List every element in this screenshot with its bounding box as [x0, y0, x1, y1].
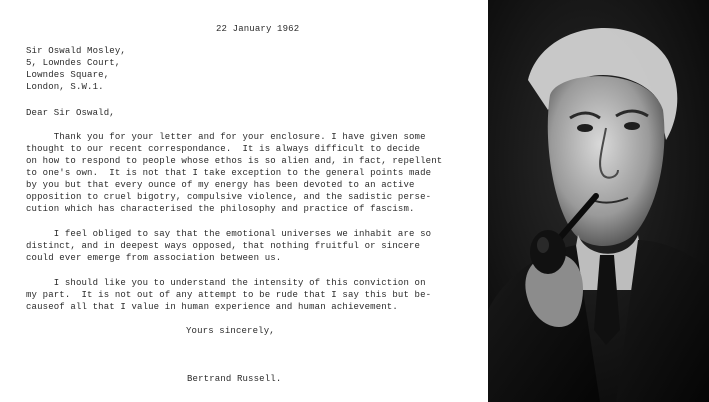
letter-date: 22 January 1962 — [216, 24, 300, 34]
closing: Yours sincerely, — [186, 326, 275, 336]
address-line: London, S.W.1. — [26, 82, 104, 92]
paragraph-line: my part. It is not out of any attempt to be rude that I say this but be- — [26, 290, 432, 300]
portrait-photo — [488, 0, 709, 402]
paragraph-line: could ever emerge from association between us. — [26, 253, 282, 263]
paragraph-line: causeof all that I value in human experience and human achievement. — [26, 302, 398, 312]
paragraph-line: cution which has characterised the philosophy and practice of fascism. — [26, 204, 415, 214]
paragraph-line: Thank you for your letter and for your enclosure. I have given some — [26, 132, 426, 142]
paragraph-line: to one's own. It is not that I take exception to the general points made — [26, 168, 432, 178]
address-line: Sir Oswald Mosley, — [26, 46, 126, 56]
paragraph-line: on how to respond to people whose ethos is so alien and, in fact, repellent — [26, 156, 443, 166]
address-line: 5, Lowndes Court, — [26, 58, 121, 68]
portrait-illustration — [488, 0, 709, 402]
paragraph-line: distinct, and in deepest ways opposed, that nothing fruitful or sincere — [26, 241, 421, 251]
paragraph-line: I feel obliged to say that the emotional universes we inhabit are so — [26, 229, 432, 239]
paragraph-line: opposition to cruel bigotry, compulsive violence, and the sadistic perse- — [26, 192, 432, 202]
paragraph-line: thought to our recent correspondance. It is always difficult to decide — [26, 144, 421, 154]
salutation: Dear Sir Oswald, — [26, 108, 115, 118]
address-line: Lowndes Square, — [26, 70, 110, 80]
paragraph-line: I should like you to understand the intensity of this conviction on — [26, 278, 426, 288]
signature: Bertrand Russell. — [187, 374, 282, 384]
paragraph-line: by you but that every ounce of my energy has been devoted to an active — [26, 180, 415, 190]
